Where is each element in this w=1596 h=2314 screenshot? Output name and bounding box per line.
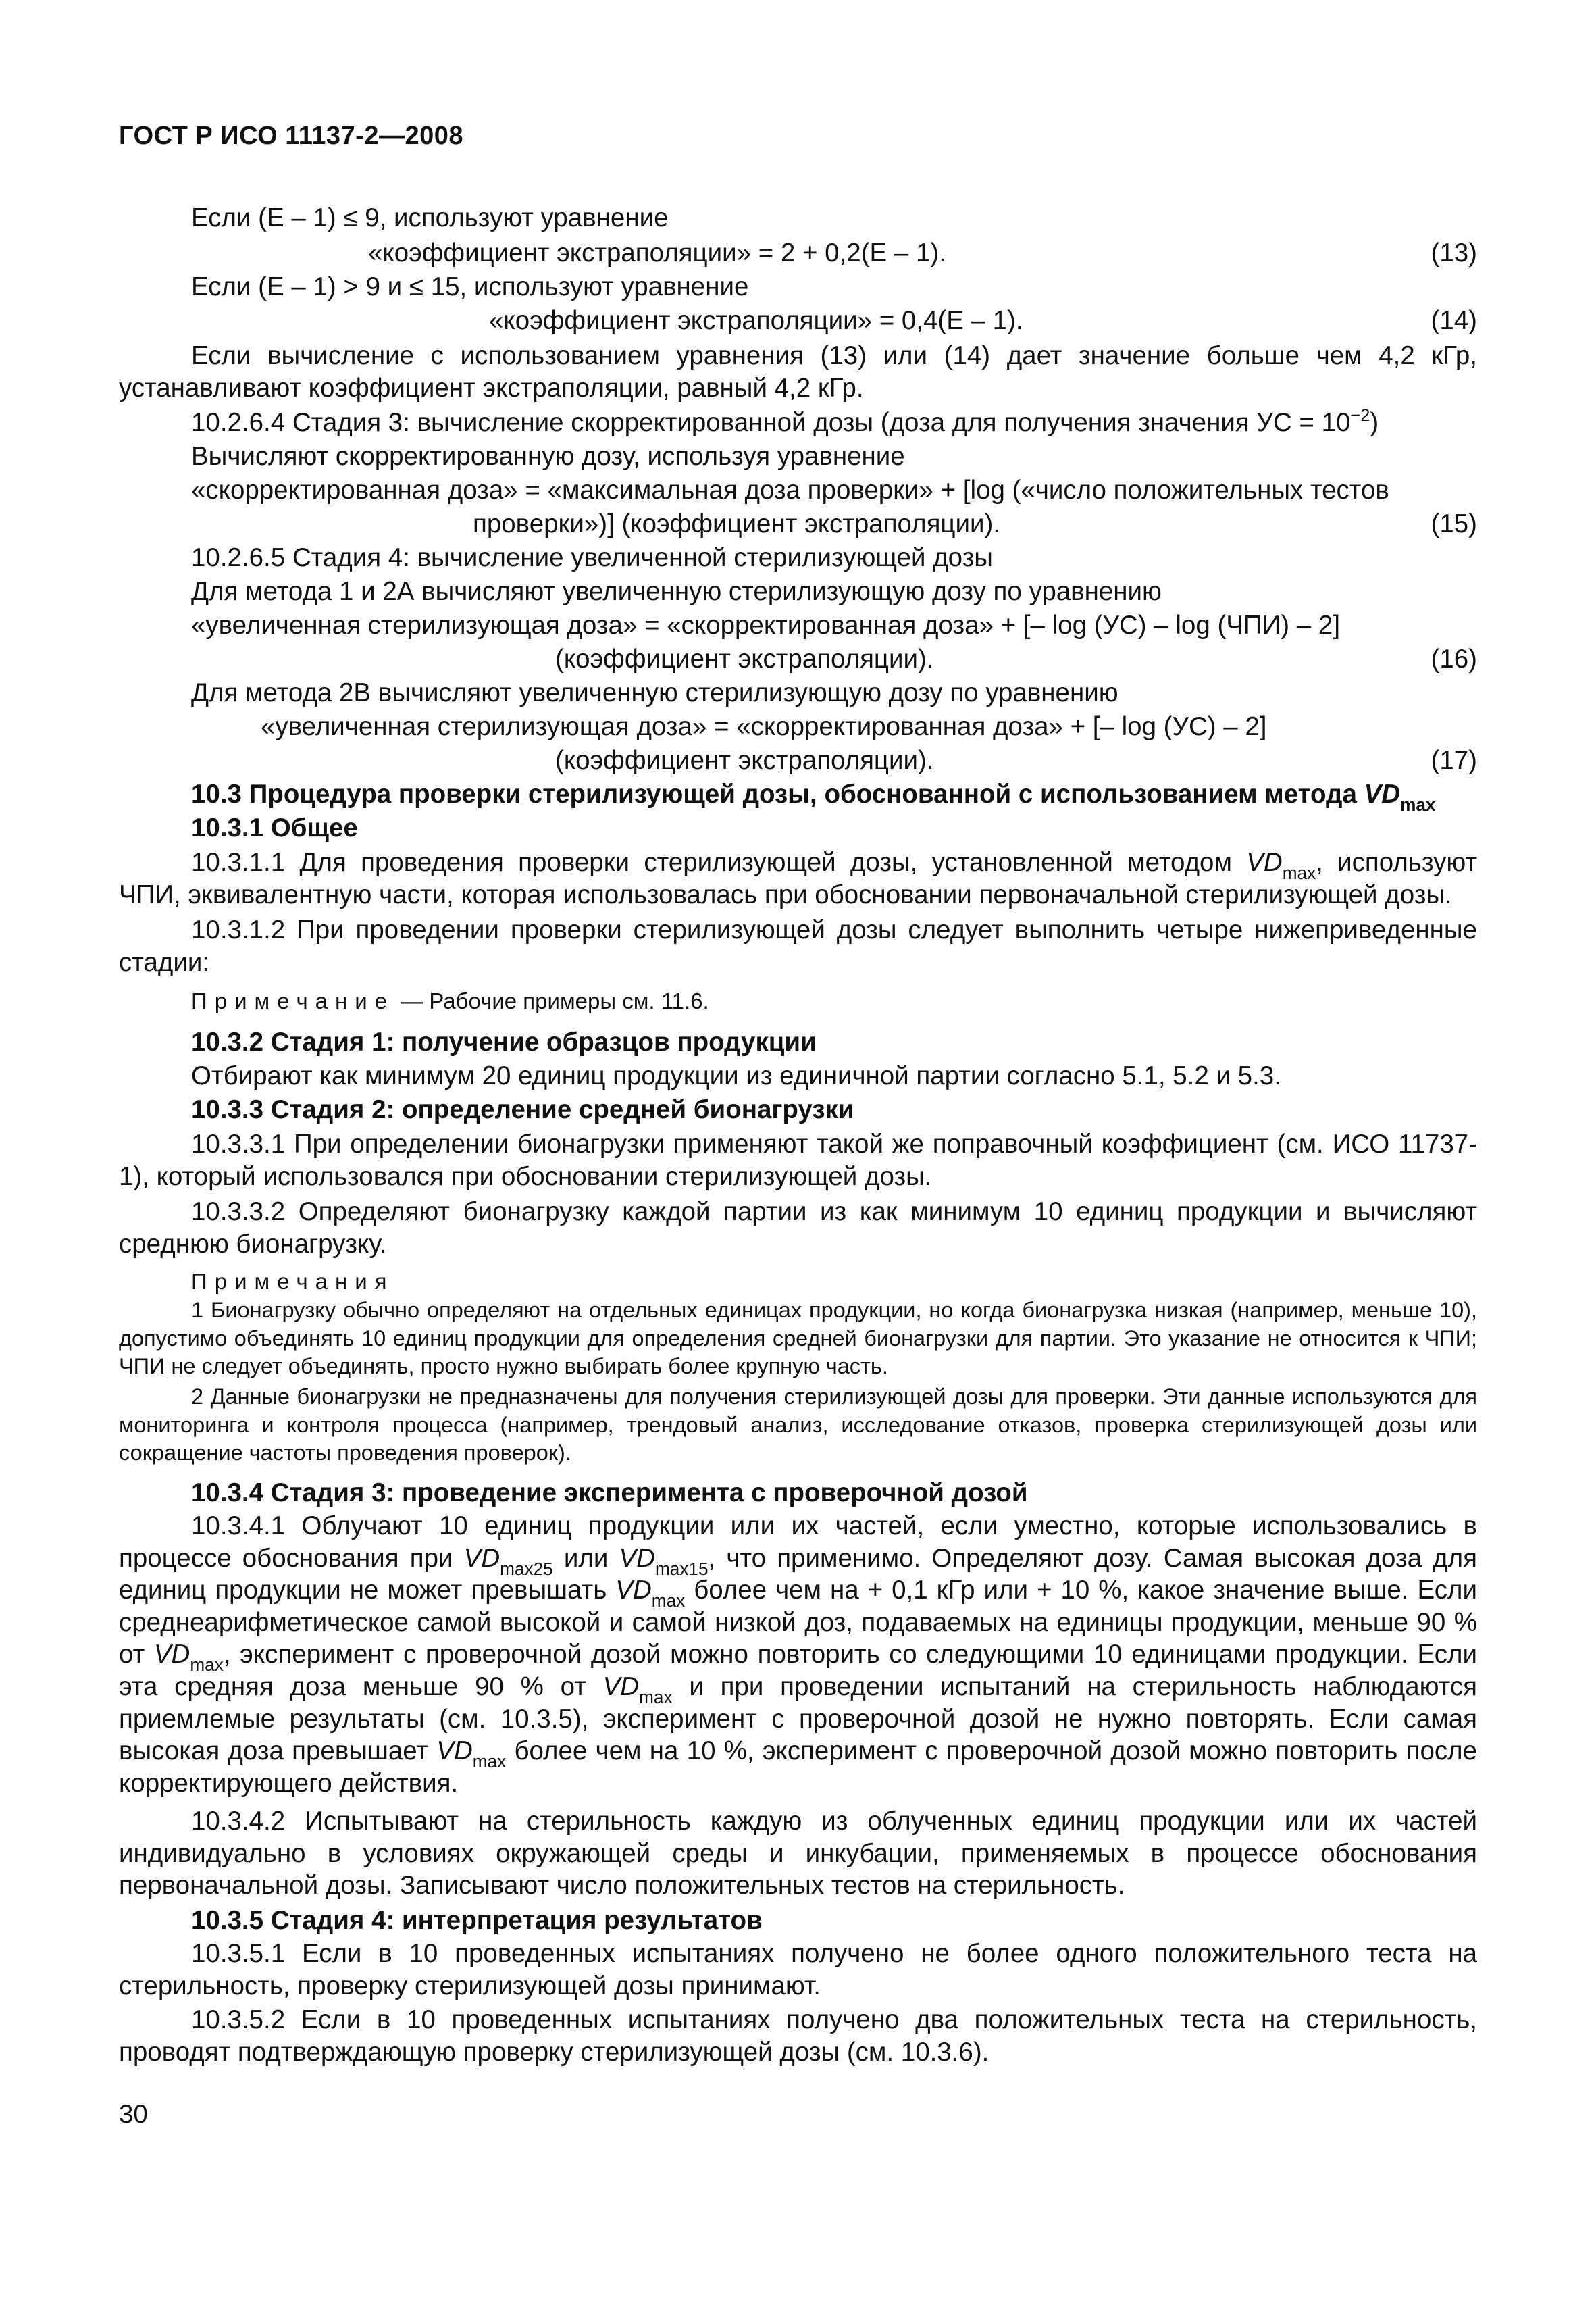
subscript: max25	[500, 1558, 553, 1579]
text-line: Для метода 1 и 2А вычисляют увеличенную стерилизующую дозу по уравнению	[191, 577, 1162, 606]
subsection-10-2-6-4-title	[191, 407, 1379, 438]
subscript: max	[190, 1655, 224, 1676]
vd-symbol: VD	[602, 1671, 640, 1701]
paragraph: 10.3.1.2 При проведении проверки стерилизующей дозы следует выполнить четыре нижеприведенные стадии:	[119, 915, 1477, 977]
vd-symbol: VD	[436, 1736, 473, 1766]
title-text: 10.3 Процедура проверки стерилизующей дозы, обоснованной с использованием метода	[191, 780, 1357, 809]
text-line: Для метода 2В вычисляют увеличенную стерилизующую дозу по уравнению	[191, 678, 1118, 707]
paragraph: 10.3.3.2 Определяют бионагрузку каждой партии из как минимум 10 единиц продукции и вычисляют среднюю бионагрузку.	[119, 1197, 1477, 1259]
paragraph	[119, 847, 1477, 911]
page-number: 30	[119, 2100, 148, 2129]
note	[191, 986, 709, 1017]
paragraph: 10.3.5.1 Если в 10 проведенных испытаниях получено не более одного положительного теста на стерильность, проверку стерилизующей дозы принимают.	[119, 1939, 1477, 2001]
equation-number-14: (14)	[1431, 306, 1477, 335]
text: , эксперимент с проверочной дозой можно повторить со следующими 10 единицами продукции. Если эта средняя доза меньше 90 % от	[119, 1640, 1477, 1701]
note-label: Примечание	[191, 988, 395, 1013]
equation-15-line-2: проверки»)] (коэффициент экстраполяции).	[473, 509, 1000, 538]
text: 10.3.1.1 Для проведения проверки стерилизующей дозы, установленной методом	[191, 848, 1247, 877]
subscript: max	[639, 1686, 673, 1707]
subsection-10-3-3-title: 10.3.3 Стадия 2: определение средней бионагрузки	[191, 1095, 854, 1124]
equation-number-17: (17)	[1431, 746, 1477, 775]
text: или	[552, 1543, 619, 1573]
text: , что применимо. Определяют дозу. Самая высокая доза для единиц продукции не может превышать	[119, 1543, 1477, 1605]
equation-15-line-1: «скорректированная доза» = «максимальная доза проверки» + [log («число положительных тестов	[191, 476, 1389, 505]
note-text: — Рабочие примеры см. 11.6.	[394, 988, 709, 1013]
document-header: ГОСТ Р ИСО 11137-2—2008	[119, 122, 463, 150]
exponent: −2	[1350, 405, 1370, 425]
subscript: max	[472, 1751, 507, 1771]
equation-number-13: (13)	[1431, 238, 1477, 268]
equation-14: «коэффициент экстраполяции» = 0,4(E – 1).	[489, 306, 1023, 335]
subscript: max	[651, 1590, 686, 1611]
text: более чем на 10 %, эксперимент с проверочной дозой можно повторить после корректирующего действия.	[119, 1736, 1477, 1798]
text: более чем на + 0,1 кГр или + 10 %, какое значение выше. Если среднеарифметическое самой высокой и самой низкой доз, подаваемых на единицы продукции, меньше 90 % от	[119, 1576, 1477, 1669]
vd-symbol: VD	[615, 1576, 652, 1605]
text: , используют ЧПИ, эквивалентную части, которая использовалась при обосновании первоначальной стерилизующей дозы.	[119, 848, 1477, 909]
title-text: 10.2.6.4 Стадия 3: вычисление скорректированной дозы (доза для получения значения УС = 10	[191, 408, 1351, 437]
notes-label: Примечания	[191, 1269, 394, 1294]
subscript: max	[1400, 794, 1436, 815]
eq-condition-1: Если (E – 1) ≤ 9, используют уравнение	[191, 203, 669, 232]
vd-symbol: VD	[619, 1543, 655, 1573]
text: и при проведении испытаний на стерильность наблюдаются приемлемые результаты (см. 10.3.5), эксперимент с проверочной дозой не нужно повторять. Если самая высокая доза превышает	[119, 1671, 1477, 1766]
equation-17-line-1: «увеличенная стерилизующая доза» = «скорректированная доза» + [– log (УС) – 2]	[261, 712, 1267, 741]
eq-condition-2: Если (E – 1) > 9 и ≤ 15, используют уравнение	[191, 272, 749, 301]
vd-symbol: VD	[463, 1543, 500, 1573]
section-10-3-title	[191, 779, 1436, 815]
vd-symbol: VD	[1364, 780, 1401, 809]
equation-16-line-1: «увеличенная стерилизующая доза» = «скорректированная доза» + [– log (УС) – log (ЧПИ) – 2]	[191, 611, 1341, 640]
note-2: 2 Данные бионагрузки не предназначены для получения стерилизующей дозы для проверки. Эти данные используются для мониторинга и контроля процесса (например, трендовый анализ, исследование отказов, проверка стерилизующей дозы или сокращение частоты проведения проверок).	[119, 1384, 1477, 1465]
paragraph: 10.3.5.2 Если в 10 проведенных испытаниях получено два положительных теста на стерильность, проводят подтверждающую проверку стерилизующей дозы (см. 10.3.6).	[119, 2005, 1477, 2067]
vd-symbol: VD	[153, 1640, 190, 1669]
subsection-10-3-5-title: 10.3.5 Стадия 4: интерпретация результатов	[191, 1906, 763, 1935]
note-1: 1 Бионагрузку обычно определяют на отдельных единицах продукции, но когда бионагрузка низкая (например, меньше 10), допустимо объединять 10 единиц продукции для определения средней бионагрузки для партии. Это указание не относится к ЧПИ; ЧПИ не следует объединять, просто нужно выбирать более крупную часть.	[119, 1298, 1477, 1378]
equation-number-15: (15)	[1431, 509, 1477, 538]
paragraph: 10.3.3.1 При определении бионагрузки применяют такой же поправочный коэффициент (см. ИСО 11737-1), который использовался при обосновании стерилизующей дозы.	[119, 1130, 1477, 1191]
text: 10.3.4.1 Облучают 10 единиц продукции или их частей, если уместно, которые использовались в процессе обоснования при	[119, 1511, 1477, 1573]
subsection-10-3-1-title: 10.3.1 Общее	[191, 813, 358, 842]
equation-16-line-2: (коэффициент экстраполяции).	[555, 645, 934, 674]
text-line: Вычисляют скорректированную дозу, используя уравнение	[191, 442, 905, 471]
vd-symbol: VD	[1246, 848, 1283, 877]
subscript: max	[1282, 862, 1316, 883]
paragraph: Отбирают как минимум 20 единиц продукции из единичной партии согласно 5.1, 5.2 и 5.3.	[191, 1061, 1281, 1090]
subsection-10-2-6-5-title: 10.2.6.5 Стадия 4: вычисление увеличенной стерилизующей дозы	[191, 543, 993, 572]
subsection-10-3-2-title: 10.3.2 Стадия 1: получение образцов продукции	[191, 1028, 817, 1057]
paragraph	[119, 1510, 1477, 1799]
paragraph: Если вычисление с использованием уравнения (13) или (14) дает значение больше чем 4,2 кГр, устанавливают коэффициент экстраполяции, равный 4,2 кГр.	[119, 341, 1477, 403]
equation-13: «коэффициент экстраполяции» = 2 + 0,2(E – 1).	[368, 238, 946, 268]
equation-number-16: (16)	[1431, 645, 1477, 674]
subscript: max15	[654, 1558, 709, 1579]
equation-17-line-2: (коэффициент экстраполяции).	[555, 746, 934, 775]
subsection-10-3-4-title: 10.3.4 Стадия 3: проведение эксперимента с проверочной дозой	[191, 1478, 1028, 1507]
title-close: )	[1370, 408, 1379, 437]
paragraph: 10.3.4.2 Испытывают на стерильность каждую из облученных единиц продукции или их частей индивидуально в условиях окружающей среды и инкубации, применяемых в процессе обоснования первоначальной дозы. Записывают число положительных тестов на стерильность.	[119, 1807, 1477, 1901]
